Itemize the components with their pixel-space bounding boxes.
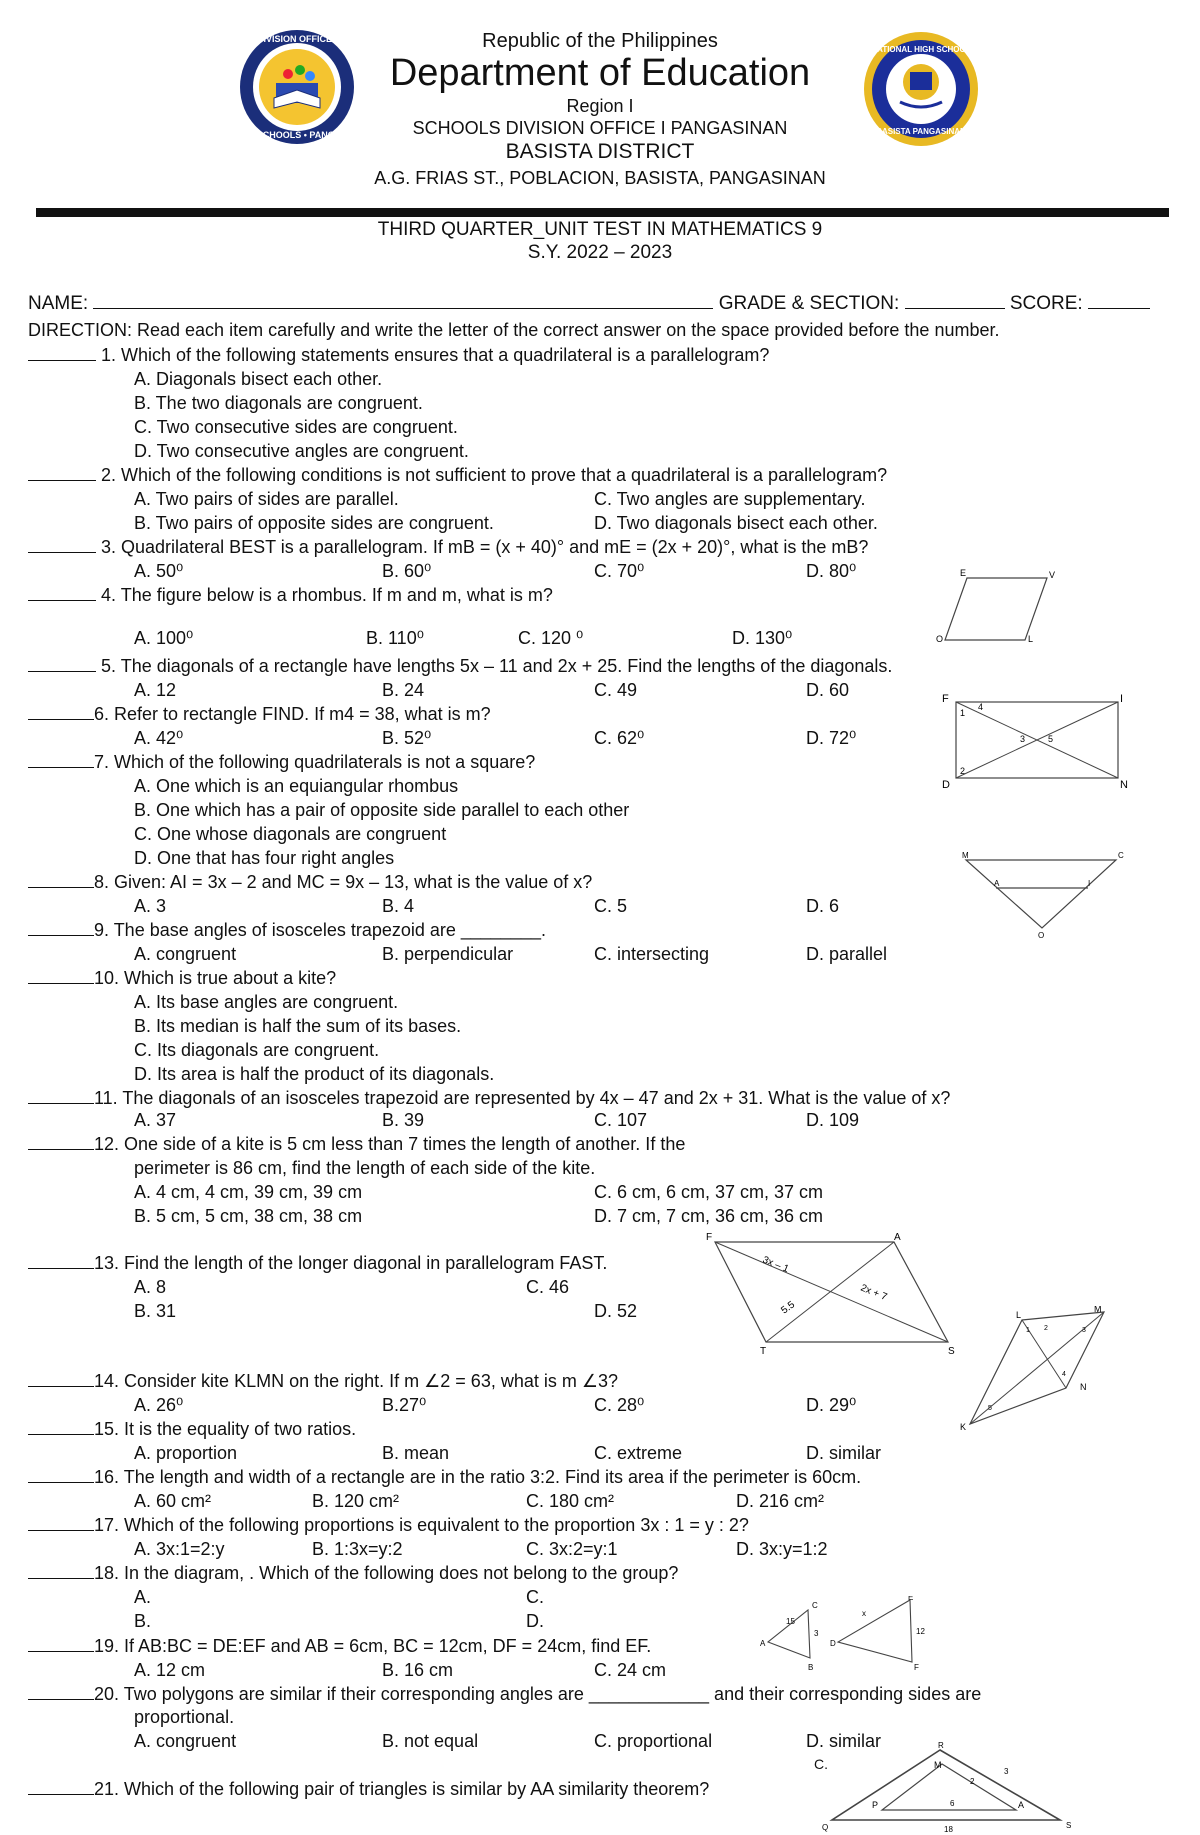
question-10: 10. Which is true about a kite?: [28, 968, 336, 989]
q10-option-b: B. Its median is half the sum of its bases.: [134, 1016, 462, 1036]
svg-text:A: A: [894, 1232, 901, 1243]
rhombus-figure: [930, 568, 1070, 648]
q11-option-c: C. 107: [594, 1110, 648, 1130]
header-rule: [36, 208, 1169, 217]
similar-triangles-figure: [758, 1596, 938, 1672]
svg-text:3: 3: [1020, 734, 1026, 744]
svg-text:I: I: [1088, 879, 1091, 888]
answer-blank-7[interactable]: [28, 754, 94, 768]
q15-option-c: C. extreme: [594, 1443, 683, 1463]
department-title: Department of Education: [389, 52, 811, 94]
direction-text: DIRECTION: Read each item carefully and write the letter of the correct answer on the space provided before the number.: [28, 320, 1000, 340]
svg-text:M: M: [962, 851, 969, 860]
q9-option-b: B. perpendicular: [382, 944, 514, 964]
question-2: 2. Which of the following conditions is not sufficient to prove that a quadrilateral is a parallelogram?: [28, 465, 887, 486]
answer-blank-6[interactable]: [28, 706, 94, 720]
grade-label: GRADE & SECTION:: [718, 293, 900, 314]
q4-option-d: D. 130⁰: [732, 628, 793, 648]
answer-blank-8[interactable]: [28, 874, 94, 888]
svg-text:3: 3: [1082, 1327, 1086, 1334]
q11-option-d: D. 109: [806, 1110, 860, 1130]
q6-option-b: B. 52⁰: [382, 728, 432, 748]
district-line: BASISTA DISTRICT: [505, 140, 695, 163]
answer-blank-5[interactable]: [28, 658, 96, 672]
svg-text:A: A: [760, 1639, 766, 1648]
address-line: A.G. FRIAS ST., POBLACION, BASISTA, PANGASINAN: [374, 168, 826, 188]
question-19: 19. If AB:BC = DE:EF and AB = 6cm, BC = 12cm, DF = 24cm, find EF.: [28, 1636, 651, 1657]
svg-text:E: E: [908, 1596, 914, 1602]
q3-option-b: B. 60⁰: [382, 561, 432, 581]
q8-option-c: C. 5: [594, 896, 628, 916]
q10-option-d: D. Its area is half the product of its diagonals.: [134, 1064, 495, 1084]
q8-option-b: B. 4: [382, 896, 415, 916]
svg-text:5: 5: [1048, 734, 1054, 744]
q20-option-d: D. similar: [806, 1731, 881, 1751]
q5-option-d: D. 60: [806, 680, 850, 700]
q9-option-a: A. congruent: [134, 944, 237, 964]
republic-line: Republic of the Philippines: [482, 30, 718, 52]
q12-option-d: D. 7 cm, 7 cm, 36 cm, 36 cm: [594, 1206, 824, 1226]
answer-blank-20[interactable]: [28, 1686, 94, 1700]
svg-text:F: F: [914, 1663, 919, 1672]
grade-field[interactable]: [905, 295, 1005, 309]
q1-option-d: D. Two consecutive angles are congruent.: [134, 441, 469, 461]
q19-option-c: C. 24 cm: [594, 1660, 667, 1680]
svg-text:C: C: [812, 1601, 818, 1610]
answer-blank-3[interactable]: [28, 539, 96, 553]
q19-option-a: A. 12 cm: [134, 1660, 206, 1680]
answer-blank-15[interactable]: [28, 1421, 94, 1435]
q20-option-c: C. proportional: [594, 1731, 713, 1751]
q17-option-a: A. 3x:1=2:y: [134, 1539, 225, 1559]
question-1: 1. Which of the following statements ensures that a quadrilateral is a parallelogram?: [28, 345, 769, 366]
answer-blank-4[interactable]: [28, 587, 96, 601]
name-label: NAME:: [28, 293, 89, 314]
question-13: 13. Find the length of the longer diagonal in parallelogram FAST.: [28, 1253, 607, 1274]
question-17: 17. Which of the following proportions is equivalent to the proportion 3x : 1 = y : 2?: [28, 1515, 749, 1536]
answer-blank-10[interactable]: [28, 970, 94, 984]
q1-option-a: A. Diagonals bisect each other.: [134, 369, 383, 389]
q14-option-b: B.27⁰: [382, 1395, 427, 1415]
q14-option-c: C. 28⁰: [594, 1395, 645, 1415]
svg-text:3: 3: [1004, 1767, 1009, 1776]
q12-option-c: C. 6 cm, 6 cm, 37 cm, 37 cm: [594, 1182, 824, 1202]
svg-text:2: 2: [970, 1777, 975, 1786]
q15-option-d: D. similar: [806, 1443, 881, 1463]
svg-text:6: 6: [950, 1799, 955, 1808]
name-field[interactable]: [93, 295, 713, 309]
q14-option-a: A. 26⁰: [134, 1395, 184, 1415]
svg-text:18: 18: [944, 1825, 953, 1834]
q13-option-b: B. 31: [134, 1301, 177, 1321]
svg-text:12: 12: [916, 1627, 925, 1636]
question-14: 14. Consider kite KLMN on the right. If m ∠2 = 63, what is m ∠3?: [28, 1371, 618, 1392]
q17-option-d: D. 3x:y=1:2: [736, 1539, 828, 1559]
rhombus-label-e: E: [960, 568, 967, 578]
region-line: Region I: [566, 96, 634, 116]
q18-option-a: A.: [134, 1587, 152, 1607]
svg-text:BASISTA PANGASINAN: BASISTA PANGASINAN: [876, 127, 966, 136]
q13-option-c: C. 46: [526, 1277, 570, 1297]
score-label: SCORE:: [1009, 293, 1083, 314]
test-title: THIRD QUARTER_UNIT TEST IN MATHEMATICS 9: [377, 219, 823, 240]
q2-option-d: D. Two diagonals bisect each other.: [594, 513, 878, 533]
svg-text:M: M: [934, 1760, 942, 1770]
division-line: SCHOOLS DIVISION OFFICE I PANGASINAN: [412, 118, 788, 138]
svg-text:DIVISION OFFICE I: DIVISION OFFICE I: [256, 34, 338, 44]
question-16: 16. The length and width of a rectangle are in the ratio 3:2. Find its area if the perimeter is 60cm.: [28, 1467, 861, 1488]
q13-option-d: D. 52: [594, 1301, 638, 1321]
q3-option-a: A. 50⁰: [134, 561, 184, 581]
question-4: 4. The figure below is a rhombus. If m and m, what is m?: [28, 585, 553, 606]
svg-text:K: K: [960, 1422, 967, 1430]
answer-blank-12[interactable]: [28, 1136, 94, 1150]
svg-text:T: T: [760, 1346, 767, 1357]
svg-text:S: S: [1066, 1821, 1072, 1830]
q16-option-b: B. 120 cm²: [312, 1491, 400, 1511]
svg-text:N: N: [1080, 1382, 1087, 1392]
q16-option-a: A. 60 cm²: [134, 1491, 212, 1511]
q1-option-c: C. Two consecutive sides are congruent.: [134, 417, 458, 437]
answer-blank-14[interactable]: [28, 1373, 94, 1387]
q4-option-a: A. 100⁰: [134, 628, 194, 648]
q6-option-c: C. 62⁰: [594, 728, 645, 748]
question-8: 8. Given: AI = 3x – 2 and MC = 9x – 13, what is the value of x?: [28, 872, 592, 893]
question-18: 18. In the diagram, . Which of the following does not belong to the group?: [28, 1563, 678, 1584]
svg-text:D: D: [830, 1639, 836, 1648]
q18-option-b: B.: [134, 1611, 152, 1631]
score-field[interactable]: [1088, 295, 1150, 309]
q13-option-a: A. 8: [134, 1277, 167, 1297]
svg-text:15: 15: [786, 1617, 795, 1626]
question-7: 7. Which of the following quadrilaterals is not a square?: [28, 752, 535, 773]
question-21: 21. Which of the following pair of triangles is similar by AA similarity theorem?: [28, 1779, 709, 1800]
form-fields: [28, 293, 1150, 315]
answer-blank-9[interactable]: [28, 922, 94, 936]
svg-text:A: A: [1018, 1800, 1025, 1810]
svg-text:3: 3: [814, 1629, 819, 1638]
answer-blank-18[interactable]: [28, 1565, 94, 1579]
q18-option-c: C.: [526, 1587, 544, 1607]
svg-text:N: N: [1120, 779, 1128, 791]
answer-blank-11[interactable]: [28, 1090, 94, 1104]
q3-option-d: D. 80⁰: [806, 561, 857, 581]
question-6: 6. Refer to rectangle FIND. If m4 = 38, what is m?: [28, 704, 491, 725]
rhombus-label-o: O: [936, 634, 944, 644]
svg-text:L: L: [1016, 1310, 1022, 1320]
svg-text:R: R: [938, 1741, 944, 1750]
svg-text:P: P: [872, 1800, 879, 1810]
q7-option-a: A. One which is an equiangular rhombus: [134, 776, 459, 796]
question-3: 3. Quadrilateral BEST is a parallelogram. If mB = (x + 40)° and mE = (2x + 20)°, what is the mB?: [28, 537, 868, 558]
svg-text:4: 4: [1062, 1371, 1066, 1378]
q21-triangle-figure: [820, 1738, 1080, 1834]
q9-option-d: D. parallel: [806, 944, 888, 964]
answer-blank-2[interactable]: [28, 467, 96, 481]
svg-text:D: D: [942, 779, 950, 791]
trapezoid-figure: [956, 848, 1136, 938]
svg-text:1: 1: [960, 708, 966, 718]
svg-text:F: F: [706, 1232, 713, 1243]
answer-blank-1[interactable]: [28, 347, 96, 361]
svg-text:M: M: [1094, 1306, 1102, 1314]
answer-blank-17[interactable]: [28, 1517, 94, 1531]
q7-option-d: D. One that has four right angles: [134, 848, 395, 868]
q20-option-b: B. not equal: [382, 1731, 479, 1751]
svg-text:2x + 7: 2x + 7: [858, 1282, 889, 1304]
question-12: 12. One side of a kite is 5 cm less than 7 times the length of another. If the: [28, 1134, 685, 1155]
question-12-continued: perimeter is 86 cm, find the length of each side of the kite.: [134, 1158, 596, 1178]
q6-option-d: D. 72⁰: [806, 728, 857, 748]
q10-option-c: C. Its diagonals are congruent.: [134, 1040, 380, 1060]
svg-text:2: 2: [960, 766, 966, 776]
q1-option-b: B. The two diagonals are congruent.: [134, 393, 423, 413]
answer-blank-21[interactable]: [28, 1781, 94, 1795]
question-20: 20. Two polygons are similar if their corresponding angles are ____________ and their corresponding sides are: [28, 1684, 981, 1705]
q15-option-a: A. proportion: [134, 1443, 238, 1463]
school-year: S.Y. 2022 – 2023: [527, 242, 673, 263]
question-11: 11. The diagonals of an isosceles trapezoid are represented by 4x – 47 and 2x + 31. What is the value of x?: [28, 1088, 950, 1109]
parallelogram-fast-figure: [700, 1230, 960, 1360]
q14-option-d: D. 29⁰: [806, 1395, 857, 1415]
svg-text:2: 2: [1044, 1325, 1048, 1332]
q2-option-c: C. Two angles are supplementary.: [594, 489, 866, 509]
svg-text:NATIONAL HIGH SCHOOL: NATIONAL HIGH SCHOOL: [871, 45, 971, 54]
q12-option-a: A. 4 cm, 4 cm, 39 cm, 39 cm: [134, 1182, 363, 1202]
q17-option-b: B. 1:3x=y:2: [312, 1539, 403, 1559]
q4-option-b: B. 110⁰: [366, 628, 424, 648]
q9-option-c: C. intersecting: [594, 944, 710, 964]
svg-text:F: F: [942, 693, 949, 705]
q8-option-a: A. 3: [134, 896, 167, 916]
svg-text:3x – 1: 3x – 1: [760, 1254, 791, 1275]
rectangle-find-figure: [938, 690, 1138, 794]
svg-text:x: x: [862, 1609, 866, 1618]
question-20-continued: proportional.: [134, 1707, 235, 1727]
q5-option-a: A. 12: [134, 680, 177, 700]
rhombus-label-l: L: [1028, 634, 1034, 644]
svg-text:A: A: [994, 879, 1000, 888]
q5-option-c: C. 49: [594, 680, 638, 700]
svg-text:SCHOOLS • PANG.: SCHOOLS • PANG.: [256, 130, 338, 140]
q11-option-b: B. 39: [382, 1110, 425, 1130]
question-5: 5. The diagonals of a rectangle have lengths 5x – 11 and 2x + 25. Find the lengths of the diagonals.: [28, 656, 892, 677]
question-9: 9. The base angles of isosceles trapezoid are ________.: [28, 920, 546, 941]
question-15: 15. It is the equality of two ratios.: [28, 1419, 356, 1440]
q16-option-d: D. 216 cm²: [736, 1491, 825, 1511]
svg-text:C: C: [1118, 851, 1124, 860]
answer-blank-13[interactable]: [28, 1255, 94, 1269]
svg-text:4: 4: [978, 702, 984, 712]
q10-option-a: A. Its base angles are congruent.: [134, 992, 399, 1012]
svg-text:1: 1: [1026, 1327, 1030, 1334]
q7-option-c: C. One whose diagonals are congruent: [134, 824, 447, 844]
q15-option-b: B. mean: [382, 1443, 450, 1463]
q8-option-d: D. 6: [806, 896, 840, 916]
answer-blank-16[interactable]: [28, 1469, 94, 1483]
svg-text:B: B: [808, 1663, 814, 1672]
kite-klmn-figure: [958, 1306, 1108, 1430]
q18-option-d: D.: [526, 1611, 544, 1631]
q6-option-a: A. 42⁰: [134, 728, 184, 748]
q7-option-b: B. One which has a pair of opposite side parallel to each other: [134, 800, 630, 820]
q3-option-c: C. 70⁰: [594, 561, 645, 581]
q21-option-c: C.: [814, 1756, 828, 1772]
rhombus-label-v: V: [1049, 570, 1056, 580]
q12-option-b: B. 5 cm, 5 cm, 38 cm, 38 cm: [134, 1206, 363, 1226]
q20-option-a: A. congruent: [134, 1731, 237, 1751]
q4-option-c: C. 120 ⁰: [518, 628, 584, 648]
answer-blank-19[interactable]: [28, 1638, 94, 1652]
svg-text:5.5: 5.5: [779, 1299, 798, 1317]
q19-option-b: B. 16 cm: [382, 1660, 454, 1680]
svg-text:Q: Q: [822, 1823, 829, 1832]
svg-text:I: I: [1120, 693, 1124, 705]
q16-option-c: C. 180 cm²: [526, 1491, 615, 1511]
svg-text:O: O: [1038, 931, 1045, 938]
q5-option-b: B. 24: [382, 680, 425, 700]
q17-option-c: C. 3x:2=y:1: [526, 1539, 618, 1559]
q2-option-b: B. Two pairs of opposite sides are congruent.: [134, 513, 494, 533]
svg-text:S: S: [948, 1346, 955, 1357]
svg-text:5: 5: [988, 1405, 992, 1412]
q2-option-a: A. Two pairs of sides are parallel.: [134, 489, 399, 509]
q11-option-a: A. 37: [134, 1110, 177, 1130]
